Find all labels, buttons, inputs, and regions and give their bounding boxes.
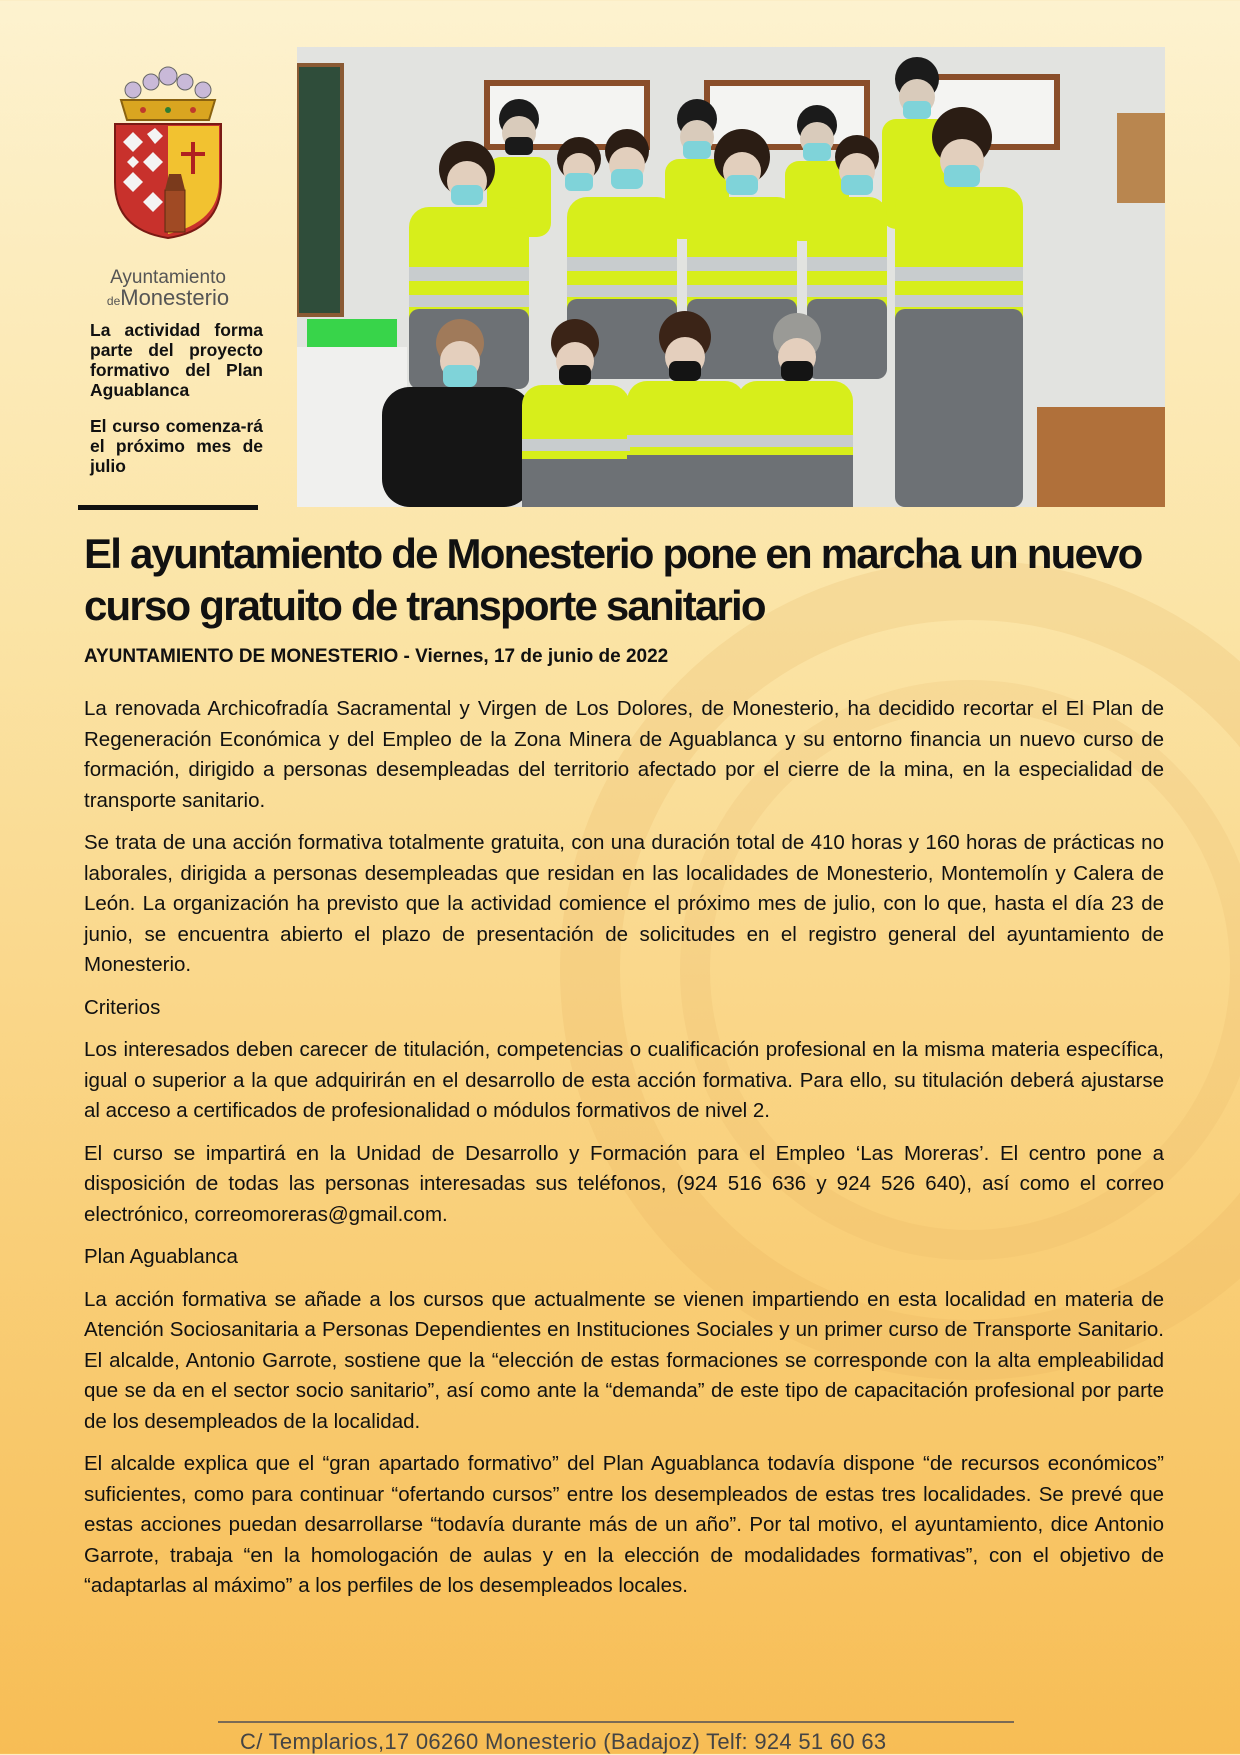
side-note-project: La actividad forma parte del proyecto formativo del Plan Aguablanca bbox=[90, 320, 263, 400]
side-divider bbox=[78, 505, 258, 510]
footer-address: C/ Templarios,17 06260 Monesterio (Badajoz) Telf: 924 51 60 63 bbox=[240, 1729, 887, 1754]
students-photo-illustration bbox=[297, 47, 1165, 507]
article-headline: El ayuntamiento de Monesterio pone en marcha un nuevo curso gratuito de transporte sanitario bbox=[84, 530, 1142, 629]
side-note-start-date: El curso comenza-rá el próximo mes de julio bbox=[90, 416, 263, 476]
group-photo bbox=[297, 47, 1165, 507]
paragraph-1: La renovada Archicofradía Sacramental y Virgen de Los Dolores, de Monesterio, ha decidido recortar el El Plan de Regeneración Económica y del Empleo de la Zona Minera de Aguablanca y su entorno financia un nuevo curso de formación, dirigido a personas desempleadas del territorio afectado por el cierre de la mina, en la especialidad de transporte sanitario. bbox=[84, 697, 1164, 812]
logo-wordmark bbox=[88, 268, 248, 311]
logo-line-monesterio: Monesterio bbox=[120, 285, 230, 310]
footer-divider bbox=[218, 1721, 1014, 1723]
paragraph-4: El curso se impartirá en la Unidad de Desarrollo y Formación para el Empleo ‘Las Moreras’. El centro pone a disposición de todas las personas interesadas sus teléfonos, (924 516 636 y 924 526 640), así como el correo electrónico, correomoreras@gmail.com. bbox=[84, 1141, 1164, 1226]
logo-line-de: de bbox=[106, 294, 121, 308]
paragraph-2: Se trata de una acción formativa totalmente gratuita, con una duración total de 410 horas y 160 horas de prácticas no laborales, dirigida a personas desempleadas que residan en las localidades de Monesterio, Montemolín y Calera de León. La organización ha previsto que la actividad comience el próximo mes de julio, con lo que, hasta el día 23 de junio, se encuentra abierto el plazo de presentación de solicitudes en el registro general del ayuntamiento de Monesterio. bbox=[84, 831, 1164, 976]
article-body bbox=[84, 694, 1164, 1614]
article-byline: AYUNTAMIENTO DE MONESTERIO - Viernes, 17 de junio de 2022 bbox=[84, 646, 669, 667]
paragraph-5: La acción formativa se añade a los cursos que actualmente se vienen impartiendo en esta localidad en materia de Atención Sociosanitaria a Personas Dependientes en Instituciones Sociales y un primer curso de Transporte Sanitario. El alcalde, Antonio Garrote, sostiene que la “elección de estas formaciones se corresponde con la alta empleabilidad que se da en el sector socio sanitario”, así como ante la “demanda” de este tipo de capacitación profesional por parte de los desempleados de la localidad. bbox=[84, 1287, 1164, 1433]
logo-line-ayuntamiento: Ayuntamiento bbox=[110, 267, 226, 288]
paragraph-6: El alcalde explica que el “gran apartado formativo” del Plan Aguablanca todavía dispone “de recursos económicos” suficientes, como para continuar “ofertando cursos” entre los desempleados de estas tres localidades. Se prevé que estas acciones puedan desarrollarse “todavía durante más de un año”. Por tal motivo, el ayuntamiento, dice Antonio Garrote, trabaja “en la homologación de aulas y en la elección de modalidades formativas”, con el objetivo de “adaptarlas al máximo” a los perfiles de los desempleados locales. bbox=[84, 1452, 1164, 1597]
coat-of-arms-icon bbox=[103, 62, 233, 262]
paragraph-3: Los interesados deben carecer de titulación, competencias o cualificación profesional en la misma materia específica, igual o superior a la que adquirirán en el desarrollo de esta acción formativa. Para ello, su titulación deberá ajustarse al acceso a certificados de profesionalidad o módulos formativos de nivel 2. bbox=[84, 1038, 1164, 1122]
section-heading-criterios: Criterios bbox=[84, 995, 161, 1019]
municipal-logo bbox=[88, 62, 248, 311]
section-heading-plan-aguablanca: Plan Aguablanca bbox=[84, 1245, 238, 1268]
